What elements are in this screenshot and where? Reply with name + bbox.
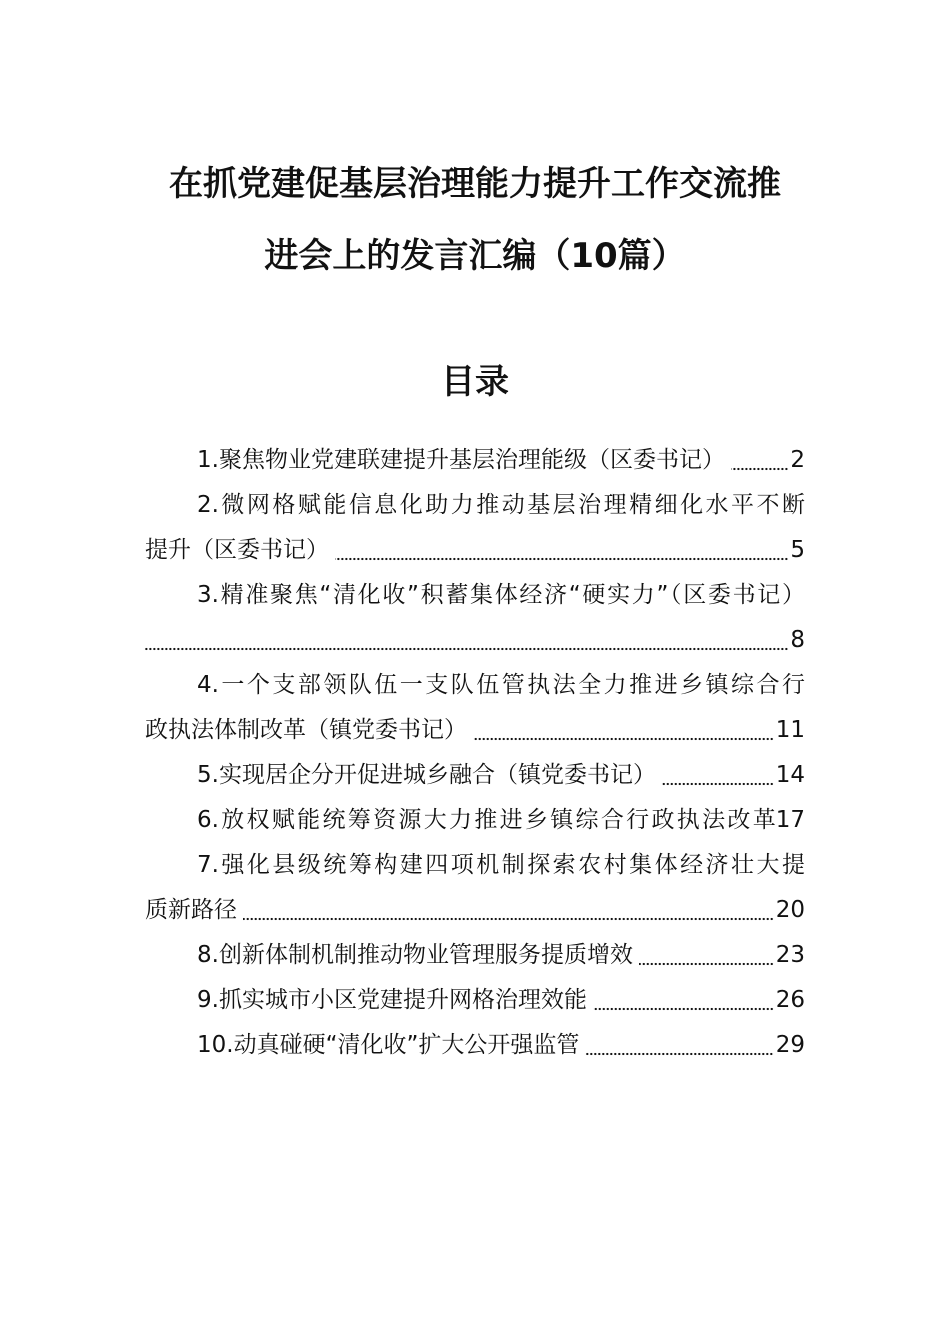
toc-entry-line (145, 618, 805, 663)
document-title-line-1: 在抓党建促基层治理能力提升工作交流推 (169, 164, 781, 204)
toc-leader-dots (145, 646, 788, 652)
toc-leader-dots (731, 466, 788, 472)
toc-entry-line (145, 888, 805, 933)
toc-entry-7[interactable] (145, 843, 805, 933)
toc-entry-2[interactable] (145, 483, 805, 573)
toc-entry-line (145, 663, 805, 708)
toc-heading: 目录 (441, 362, 509, 402)
toc-entry-title: 6.放权赋能统筹资源大力推进乡镇综合行政执法改革 (197, 807, 776, 833)
toc-entry-page: 17 (775, 807, 805, 833)
toc-entry-line (145, 708, 805, 753)
document-title-line-2: 进会上的发言汇编（10篇） (264, 236, 686, 276)
toc-entry-title: 9.抓实城市小区党建提升网格治理效能 (197, 987, 587, 1013)
toc-entry-page: 14 (775, 762, 805, 788)
toc-entry-6[interactable] (145, 798, 805, 843)
toc-entry-title-line-1: 4.一个支部领队伍一支队伍管执法全力推进乡镇综合行 (197, 672, 805, 698)
toc-leader-dots (662, 781, 774, 787)
toc-leader-dots (243, 916, 774, 922)
toc-entry-title: 8.创新体制机制推动物业管理服务提质增效 (197, 942, 633, 968)
toc-entry-title-line-2: 政执法体制改革（镇党委书记） (145, 717, 467, 743)
toc-entry-page: 20 (775, 897, 805, 923)
toc-leader-dots (639, 961, 774, 967)
toc-entry-line (145, 528, 805, 573)
toc-entry-line (145, 483, 805, 528)
toc-entry-4[interactable] (145, 663, 805, 753)
document-title (120, 148, 830, 292)
toc-entry-8[interactable] (145, 933, 805, 978)
toc-entry-title-line-1: 7.强化县级统筹构建四项机制探索农村集体经济壮大提 (197, 852, 805, 878)
toc-entry-page: 11 (775, 717, 805, 743)
toc-entry-title: 1.聚焦物业党建联建提升基层治理能级（区委书记） (197, 447, 725, 473)
toc-entry-title-line-2: 质新路径 (145, 897, 237, 923)
toc-leader-dots (473, 736, 774, 742)
toc-entry-page: 23 (775, 942, 805, 968)
toc-entry-title: 10.动真碰硬“清化收”扩大公开强监管 (197, 1032, 580, 1058)
toc-entry-page: 2 (790, 447, 805, 473)
toc-entry-page: 29 (775, 1032, 805, 1058)
toc-leader-dots (335, 556, 788, 562)
table-of-contents (145, 438, 805, 1068)
toc-entry-title-line-2: 提升（区委书记） (145, 537, 329, 563)
toc-leader-dots (585, 1051, 773, 1057)
toc-entry-5[interactable] (145, 753, 805, 798)
toc-entry-title: 5.实现居企分开促进城乡融合（镇党委书记） (197, 762, 656, 788)
toc-entry-1[interactable] (145, 438, 805, 483)
toc-entry-line (145, 573, 805, 618)
toc-entry-page: 5 (790, 537, 805, 563)
toc-entry-10[interactable] (145, 1023, 805, 1068)
toc-entry-title-line-1: 2.微网格赋能信息化助力推动基层治理精细化水平不断 (197, 492, 805, 518)
toc-entry-page: 26 (775, 987, 805, 1013)
toc-entry-3[interactable] (145, 573, 805, 663)
toc-entry-page: 8 (790, 627, 805, 653)
toc-leader-dots (593, 1006, 774, 1012)
toc-entry-line (145, 843, 805, 888)
toc-entry-9[interactable] (145, 978, 805, 1023)
toc-entry-title-line-1: 3.精准聚焦“清化收”积蓄集体经济“硬实力”（区委书记） (197, 582, 805, 608)
